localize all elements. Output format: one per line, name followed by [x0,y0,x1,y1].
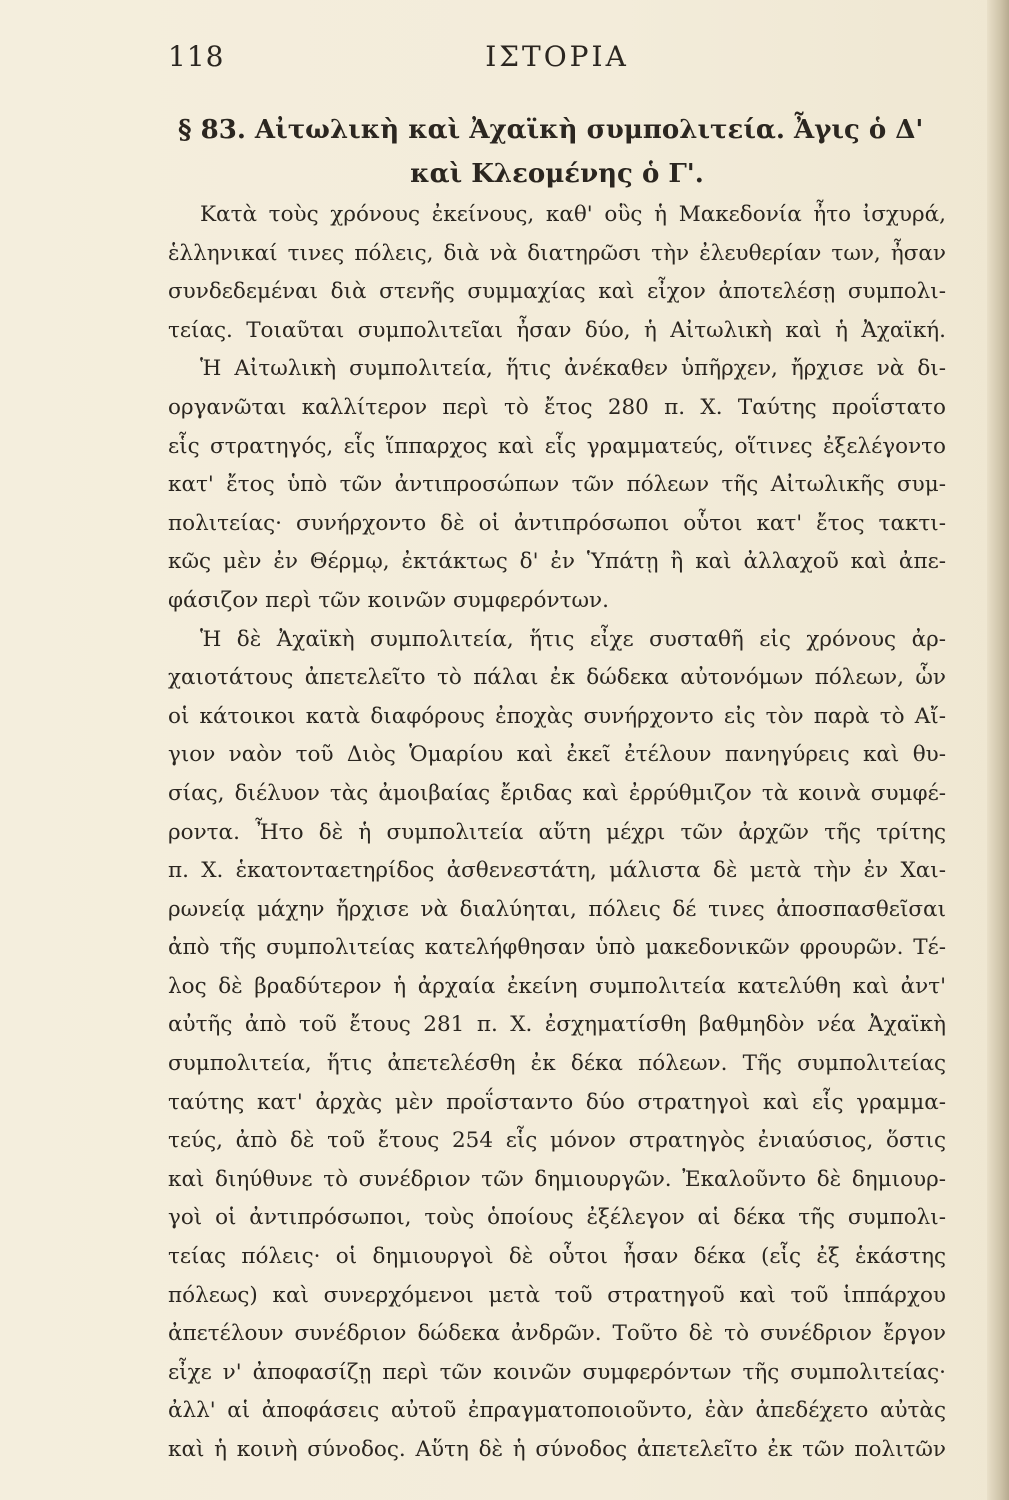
text-line: γιον ναὸν τοῦ Διὸς Ὁμαρίου καὶ ἐκεῖ ἐτέλουν πανηγύρεις καὶ θυ- [168,742,946,768]
text-line: φάσιζον περὶ τῶν κοινῶν συμφερόντων. [168,587,609,613]
text-line: λος δὲ βραδύτερον ἡ ἀρχαία ἐκείνη συμπολιτεία κατελύθη καὶ ἀντ' [168,973,946,999]
text-line: καὶ ἡ κοινὴ σύνοδος. Αὕτη δὲ ἡ σύνοδος ἀπετελεῖτο ἐκ τῶν πολιτῶν [168,1437,946,1462]
text-line: αὐτῆς ἀπὸ τοῦ ἔτους 281 π. Χ. ἐσχηματίσθη βαθμηδὸν νέα Ἀχαϊκὴ [168,1012,946,1038]
book-spine-edge [987,0,1009,1500]
text-line: οργανῶται καλλίτερον περὶ τὸ ἔτος 280 π. Χ. Ταύτης προΐστατο [168,394,946,420]
text-line: τεύς, ἀπὸ δὲ τοῦ ἔτους 254 εἷς μόνον στρατηγὸς ἐνιαύσιος, ὅστις [168,1128,946,1154]
text-line: ἑλληνικαί τινες πόλεις, διὰ νὰ διατηρῶσι τὴν ἐλευθερίαν των, ἦσαν [168,240,946,266]
text-line: π. Χ. ἑκατονταετηρίδος ἀσθενεστάτη, μάλιστα δὲ μετὰ τὴν ἐν Χαι- [168,858,946,884]
running-head: ΙΣΤΟΡΙΑ [485,40,629,73]
text-line: Ἡ δὲ Ἀχαϊκὴ συμπολιτεία, ἥτις εἶχε συσταθῆ εἰς χρόνους ἀρ- [200,626,946,652]
body-text [168,196,946,1470]
text-line: κατ' ἔτος ὑπὸ τῶν ἀντιπροσώπων τῶν πόλεων τῆς Αἰτωλικῆς συμ- [168,472,946,498]
text-line: πόλεως) καὶ συνερχόμενοι μετὰ τοῦ στρατηγοῦ καὶ τοῦ ἱππάρχου [168,1282,946,1308]
text-line: ροντα. Ἦτο δὲ ἡ συμπολιτεία αὕτη μέχρι τῶν ἀρχῶν τῆς τρίτης [168,819,946,845]
page-header [168,40,946,80]
text-line: ἀπὸ τῆς συμπολιτείας κατελήφθησαν ὑπὸ μακεδονικῶν φρουρῶν. Τέ- [168,935,946,961]
text-line: σίας, διέλυον τὰς ἀμοιβαίας ἔριδας καὶ ἐρρύθμιζον τὰ κοινὰ συμφέ- [168,780,946,806]
section-heading-line-2: καὶ Κλεομένης ὁ Γ'. [410,159,704,189]
text-line: ἀλλ' αἱ ἀποφάσεις αὐτοῦ ἐπραγματοποιοῦντο, ἐὰν ἀπεδέχετο αὐτὰς [168,1398,946,1424]
text-line: γοὶ οἱ ἀντιπρόσωποι, τοὺς ὁποίους ἐξέλεγον αἱ δέκα τῆς συμπολι- [168,1205,946,1231]
text-line: συμπολιτεία, ἥτις ἀπετελέσθη ἐκ δέκα πόλεων. Τῆς συμπολιτείας [168,1051,946,1077]
text-line: τείας. Τοιαῦται συμπολιτεῖαι ἦσαν δύο, ἡ Αἰτωλικὴ καὶ ἡ Ἀχαϊκή. [168,317,946,343]
page-number: 118 [168,40,225,73]
text-line: συνδεδεμέναι διὰ στενῆς συμμαχίας καὶ εἶχον ἀποτελέσῃ συμπολι- [168,279,946,305]
text-line: ταύτης κατ' ἀρχὰς μὲν προΐσταντο δύο στρατηγοὶ καὶ εἷς γραμμα- [168,1089,946,1115]
text-line: καὶ διηύθυνε τὸ συνέδριον τῶν δημιουργῶν. Ἐκαλοῦντο δὲ δημιουρ- [168,1166,946,1192]
text-line: εἶχε ν' ἀποφασίζῃ περὶ τῶν κοινῶν συμφερόντων τῆς συμπολιτείας· [168,1359,946,1385]
text-line: ρωνείᾳ μάχην ἤρχισε νὰ διαλύηται, πόλεις δέ τινες ἀποσπασθεῖσαι [168,896,946,922]
text-line: εἷς στρατηγός, εἷς ἵππαρχος καὶ εἷς γραμματεύς, οἵτινες ἐξελέγοντο [168,433,946,459]
section-heading [168,108,946,196]
text-line: Κατὰ τοὺς χρόνους ἐκείνους, καθ' οὓς ἡ Μακεδονία ἦτο ἰσχυρά, [200,202,946,227]
text-line: ἀπετέλουν συνέδριον δώδεκα ἀνδρῶν. Τοῦτο δὲ τὸ συνέδριον ἔργον [168,1321,946,1347]
section-heading-line-1: § 83. Αἰτωλικὴ καὶ Ἀχαϊκὴ συμπολιτεία. Ἆγις ὁ Δ' [178,115,924,145]
text-line: κῶς μὲν ἐν Θέρμῳ, ἐκτάκτως δ' ἐν Ὑπάτῃ ἢ καὶ ἀλλαχοῦ καὶ ἀπε- [168,549,946,575]
text-line: πολιτείας· συνήρχοντο δὲ οἱ ἀντιπρόσωποι οὗτοι κατ' ἔτος τακτι- [168,510,946,536]
text-line: οἱ κάτοικοι κατὰ διαφόρους ἐποχὰς συνήρχοντο εἰς τὸν παρὰ τὸ Αἴ- [168,703,946,729]
text-line: χαιοτάτους ἀπετελεῖτο τὸ πάλαι ἐκ δώδεκα αὐτονόμων πόλεων, ὧν [168,665,946,691]
text-line: Ἡ Αἰτωλικὴ συμπολιτεία, ἥτις ἀνέκαθεν ὑπῆρχεν, ἤρχισε νὰ δι- [200,356,946,382]
text-line: τείας πόλεις· οἱ δημιουργοὶ δὲ οὗτοι ἦσαν δέκα (εἷς ἐξ ἑκάστης [168,1244,946,1270]
